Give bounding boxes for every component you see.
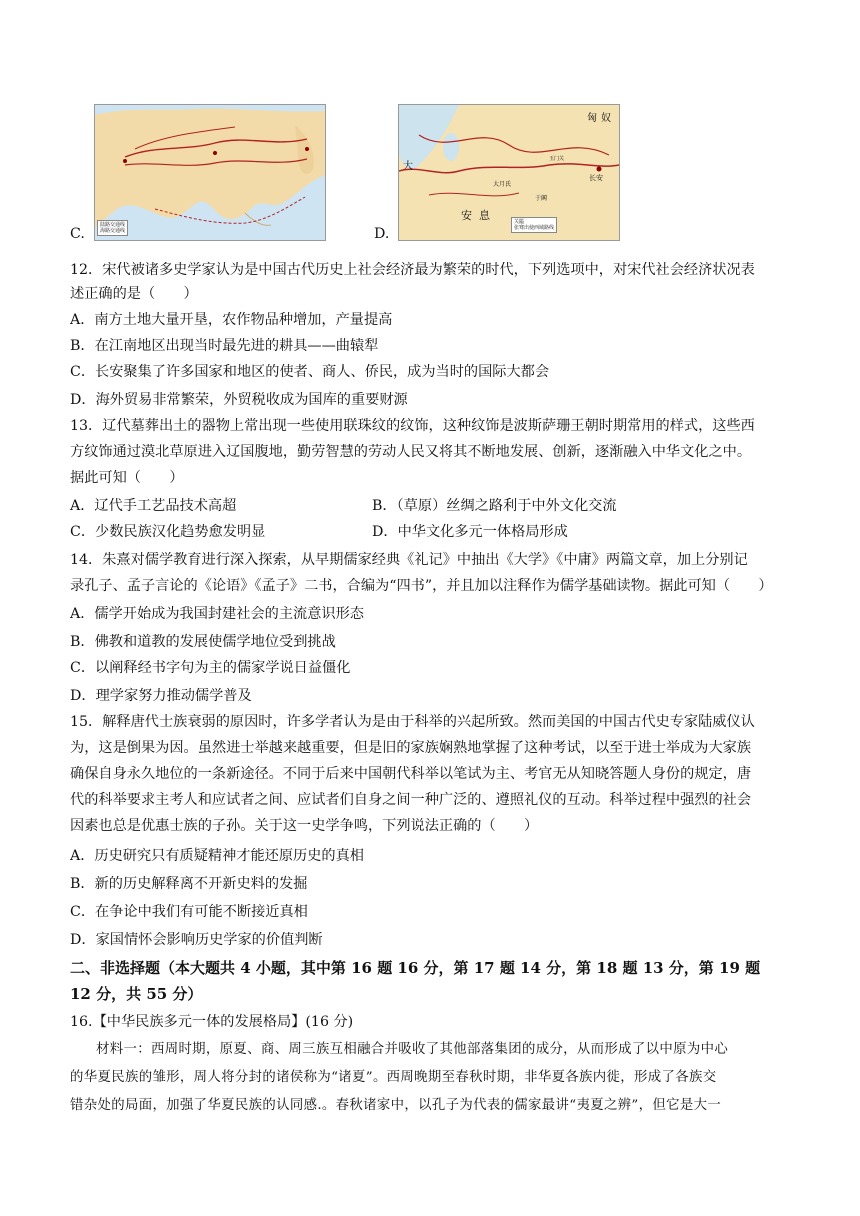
map-d-yumenguan: 玉门关: [549, 156, 565, 162]
q14-stem-line2: 录孔子、孟子言论的《论语》《孟子》二书，合编为“四书”，并且加以注释作为儒学基础读物。据此可知（ ）: [70, 578, 773, 594]
q16-material-line3: 错杂处的局面，加强了华夏民族的认同感.。春秋诸家中，以孔子为代表的儒家最讲“夷夏之辨”，但它是大一: [70, 1098, 722, 1113]
q13-stem-line2: 方纹饰通过漠北草原进入辽国腹地，勤劳智慧的劳动人民又将其不断地发展、创新，逐渐融入中华文化之中。: [70, 444, 752, 460]
map-d-dayuezhi: 大月氏: [493, 181, 512, 188]
q14-option-b: B．佛教和道教的发展使儒学地位受到挑战: [70, 634, 336, 650]
map-d-an: 安: [461, 209, 472, 222]
q13-stem-line3: 据此可知（ ）: [70, 470, 184, 486]
map-d-nu: 奴: [601, 113, 611, 124]
q12-stem-line1: 12．宋代被诸多史学家认为是中国古代历史上社会经济最为繁荣的时代，下列选项中，对宋代社会经济状况表: [70, 262, 755, 278]
option-d-label: D.: [374, 226, 390, 242]
section2-title-line1: 二、非选择题（本大题共 4 小题，其中第 16 题 16 分，第 17 题 14 分，第 18 题 13 分，第 19 题: [70, 959, 761, 977]
legend-pass: 关隘: [514, 219, 525, 225]
q15-option-a: A．历史研究只有质疑精神才能还原历史的真相: [70, 848, 364, 864]
q15-stem-line4: 代的科举要求主考人和应试者之间、应试者们自身之间一种广泛的、遵照礼仪的互动。科举过程中强烈的社会: [70, 792, 752, 808]
map-c-legend: [97, 220, 128, 236]
map-c-silk-road: [94, 104, 326, 241]
q12-option-b: B．在江南地区出现当时最先进的耕具——曲辕犁: [70, 338, 379, 354]
map-d-graphic: [399, 105, 619, 240]
q16-material-line1: 材料一：西周时期，原夏、商、周三族互相融合并吸收了其他部落集团的成分，从而形成了以中原为中心: [96, 1042, 729, 1057]
q15-option-b: B．新的历史解释离不开新史料的发掘: [70, 876, 308, 892]
q13-option-a: A．辽代手工艺品技术高超: [70, 498, 237, 514]
q14-option-a: A．儒学开始成为我国封建社会的主流意识形态: [70, 606, 364, 622]
q13-option-b: B．（草原）丝绸之路利于中外文化交流: [372, 498, 617, 514]
map-d-changan: 长安: [589, 174, 603, 182]
q15-stem-line5: 因素也总是优惠士族的子孙。关于这一史学争鸣，下列说法正确的（ ）: [70, 818, 539, 834]
q16-title: 16.【中华民族多元一体的发展格局】(16 分): [70, 1014, 354, 1030]
q13-option-c: C．少数民族汉化趋势愈发明显: [70, 524, 266, 540]
map-d-xi: 息: [479, 209, 490, 222]
q16-material-line2: 的华夏民族的雏形，周人将分封的诸侯称为“诸夏”。西周晚期至春秋时期，非华夏各族内徙，形成了各族交: [70, 1070, 717, 1085]
map-d-xiong: 匈: [587, 113, 597, 124]
q14-stem-line1: 14．朱熹对儒学教育进行深入探索，从早期儒家经典《礼记》中抽出《大学》《中庸》两篇文章，加上分别记: [70, 552, 748, 568]
map-d-yutian: 于阗: [535, 195, 548, 202]
q15-option-d: D．家国情怀会影响历史学家的价值判断: [70, 932, 323, 948]
legend-land-route: 陆路交通线: [100, 222, 126, 228]
q15-stem-line3: 确保自身永久地位的一条新途径。不同于后来中国朝代科举以笔试为主、考官无从知晓答题人身份的规定，唐: [70, 766, 752, 782]
q12-option-c: C．长安聚集了许多国家和地区的使者、商人、侨民，成为当时的国际大都会: [70, 364, 550, 380]
map-c-graphic: [95, 105, 325, 240]
map-d-legend: [511, 217, 557, 233]
q12-option-a: A．南方土地大量开垦，农作物品种增加，产量提高: [70, 312, 393, 328]
section2-title-line2: 12 分，共 55 分）: [70, 985, 203, 1003]
map-d-zhang-qian-route: [398, 104, 620, 241]
option-c-label: C.: [70, 226, 85, 242]
legend-sea-route: 海路交通线: [100, 228, 126, 234]
q13-option-d: D．中华文化多元一体格局形成: [372, 524, 568, 540]
q12-stem-line2: 述正确的是（ ）: [70, 286, 198, 302]
q15-stem-line1: 15．解释唐代士族衰弱的原因时，许多学者认为是由于科举的兴起所致。然而美国的中国古代史专家陆威仪认: [70, 714, 755, 730]
q14-option-d: D．理学家努力推动儒学普及: [70, 688, 252, 704]
q13-stem-line1: 13．辽代墓葬出土的器物上常出现一些使用联珠纹的纹饰，这种纹饰是波斯萨珊王朝时期常用的样式，这些西: [70, 418, 755, 434]
q12-option-d: D．海外贸易非常繁荣，外贸税收成为国库的重要财源: [70, 392, 408, 408]
q15-option-c: C．在争论中我们有可能不断接近真相: [70, 904, 308, 920]
q14-option-c: C．以阐释经书字句为主的儒家学说日益僵化: [70, 660, 351, 676]
map-d-da: 大: [403, 161, 413, 172]
legend-route: 张骞出使西域路线: [514, 225, 555, 231]
q15-stem-line2: 为，这是倒果为因。虽然进士举越来越重要，但是旧的家族娴熟地掌握了这种考试，以至于进士举成为大家族: [70, 740, 752, 756]
